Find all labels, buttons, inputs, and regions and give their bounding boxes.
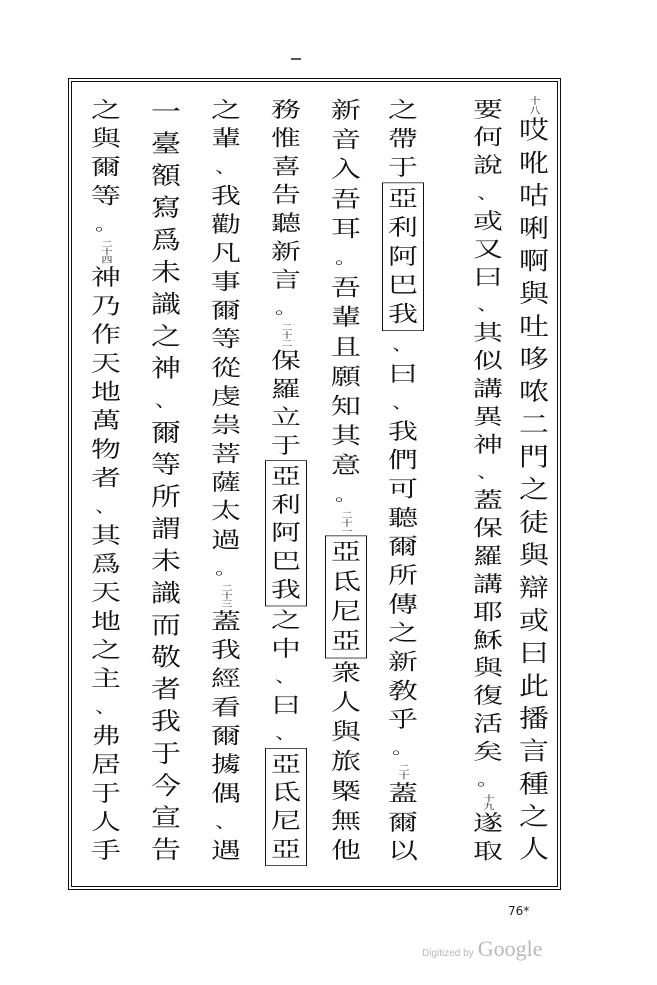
text-char: 之 — [519, 475, 549, 505]
text-char: 所 — [151, 482, 181, 512]
text-char: 之 — [388, 620, 418, 647]
watermark-prefix: Digitized by — [422, 948, 474, 959]
text-char: 吐 — [519, 312, 549, 342]
text-char: 亞 — [388, 186, 418, 213]
text-char: 今 — [151, 771, 181, 801]
text-char: 其 — [473, 320, 503, 346]
text-char: 祟 — [211, 412, 241, 439]
text-char: 阿 — [271, 520, 301, 547]
text-char: 之 — [211, 97, 241, 124]
text-char: 我 — [211, 183, 241, 210]
text-char: 旅 — [331, 748, 361, 776]
watermark-brand: Google — [477, 936, 543, 961]
punctuation-mark: 。 — [334, 486, 357, 506]
text-char: 之 — [519, 802, 549, 832]
text-char: 勸 — [211, 212, 241, 238]
text-char: 天 — [91, 351, 121, 377]
text-char: 其 — [331, 423, 361, 450]
text-char: 們 — [388, 447, 418, 474]
text-char: 于 — [388, 155, 418, 181]
text-char: 未 — [151, 547, 181, 576]
text-char: 太 — [211, 498, 241, 525]
text-char: 之 — [388, 97, 418, 124]
text-char: 似 — [473, 348, 503, 374]
text-char: 遇 — [211, 838, 241, 865]
text-char: 乃 — [91, 293, 121, 320]
text-char: 門 — [519, 442, 549, 473]
text-char: 一 — [151, 97, 181, 127]
text-char: 二 — [519, 410, 549, 440]
text-char: 務 — [271, 97, 301, 123]
text-char: 與 — [473, 655, 503, 681]
text-char: 爾 — [211, 723, 241, 750]
text-char: 曰 — [388, 361, 418, 388]
text-char: 人 — [331, 689, 361, 717]
proper-name-box — [265, 748, 307, 866]
text-char: 徒 — [519, 508, 549, 538]
text-char: 咕 — [519, 181, 549, 211]
text-char: 與 — [91, 126, 121, 152]
text-char: 亞 — [271, 463, 301, 490]
punctuation-mark: 。 — [476, 771, 499, 790]
text-char: 何 — [473, 125, 503, 151]
text-char: 保 — [271, 348, 301, 374]
text-char: 他 — [331, 837, 361, 865]
proper-name-box — [382, 182, 424, 331]
text-char: 于 — [151, 739, 181, 769]
top-rule-mark — [291, 58, 301, 60]
text-char: 我 — [271, 577, 301, 603]
text-char: 復 — [473, 683, 503, 709]
text-char: 哎 — [519, 116, 549, 146]
proper-name-box — [325, 535, 367, 658]
text-char: 我 — [151, 707, 181, 737]
text-char: 爾 — [91, 154, 121, 181]
punctuation-mark: 、 — [476, 464, 499, 482]
punctuation-mark: 、 — [154, 390, 177, 412]
text-column-2 — [468, 96, 508, 866]
text-char: 蓋 — [388, 781, 418, 807]
text-char: 于 — [271, 433, 301, 459]
text-char: 蓋 — [473, 488, 503, 514]
text-char: 薩 — [211, 470, 241, 496]
text-char: 唎 — [519, 214, 549, 244]
text-char: 識 — [151, 579, 181, 608]
text-char: 主 — [91, 666, 121, 693]
text-column-7 — [146, 96, 186, 866]
punctuation-mark: 。 — [391, 739, 414, 759]
text-char: 亞 — [331, 628, 361, 655]
text-char: 虔 — [211, 384, 241, 410]
text-char: 吪 — [519, 148, 549, 179]
text-char: 作 — [91, 322, 121, 349]
text-column-3 — [383, 96, 423, 866]
text-char: 等 — [211, 326, 241, 353]
text-char: 與 — [519, 279, 549, 309]
text-char: 啊 — [519, 246, 549, 277]
text-char: 未 — [151, 258, 181, 287]
text-char: 從 — [211, 355, 241, 382]
text-char: 謂 — [151, 514, 181, 544]
punctuation-mark: 、 — [391, 336, 414, 355]
text-char: 哆 — [519, 344, 549, 375]
text-char: 物 — [91, 437, 121, 463]
punctuation-mark: 、 — [274, 668, 297, 687]
punctuation-mark: 、 — [476, 296, 499, 315]
text-char: 耶 — [473, 600, 503, 626]
text-char: 喜 — [271, 154, 301, 180]
text-char: 宣 — [151, 803, 181, 833]
text-char: 或 — [519, 606, 549, 636]
text-char: 蓋 — [211, 609, 241, 635]
punctuation-mark: 。 — [214, 559, 237, 579]
text-char: 辯 — [519, 573, 549, 603]
text-char: 意 — [331, 452, 361, 480]
text-char: 新 — [331, 97, 361, 125]
text-char: 播 — [519, 704, 549, 734]
text-char: 之 — [91, 97, 121, 124]
text-char: 以 — [388, 838, 418, 865]
punctuation-mark: 、 — [214, 158, 237, 177]
text-char: 我 — [388, 301, 418, 328]
text-char: 音 — [331, 127, 361, 154]
text-char: 我 — [388, 418, 418, 445]
text-char: 羅 — [271, 376, 301, 403]
text-char: 地 — [91, 609, 121, 635]
text-char: 識 — [151, 290, 181, 320]
text-char: 輩 — [211, 126, 241, 152]
text-char: 帶 — [388, 126, 418, 153]
text-char: 等 — [151, 450, 181, 480]
text-char: 我 — [211, 637, 241, 664]
text-char: 爾 — [211, 298, 241, 324]
text-char: 人 — [519, 835, 549, 865]
text-char: 額 — [151, 161, 181, 191]
text-char: 萬 — [91, 408, 121, 435]
text-char: 曰 — [473, 264, 503, 291]
text-column-6 — [206, 96, 246, 866]
text-char: 言 — [271, 267, 301, 294]
text-char: 告 — [151, 835, 181, 865]
text-char: 新 — [388, 649, 418, 676]
text-char: 巴 — [271, 548, 301, 575]
punctuation-mark: 、 — [476, 184, 499, 203]
text-char: 輩 — [331, 304, 361, 332]
text-char: 曰 — [519, 639, 549, 669]
text-char: 羅 — [473, 544, 503, 570]
verse-number: 二十四 — [100, 239, 113, 264]
punctuation-mark: 、 — [94, 498, 117, 517]
text-char: 曰 — [271, 692, 301, 719]
text-char: 衆 — [331, 659, 361, 687]
punctuation-mark: 、 — [214, 813, 237, 832]
punctuation-mark: 、 — [94, 698, 117, 718]
text-char: 穌 — [473, 627, 503, 654]
verse-number: 十八 — [528, 96, 541, 115]
verse-number: 二十二 — [280, 322, 293, 347]
text-char: 哝 — [519, 377, 549, 407]
text-char: 者 — [151, 675, 181, 705]
text-char: 與 — [331, 719, 361, 746]
text-char: 經 — [211, 666, 241, 693]
text-char: 言 — [519, 737, 549, 767]
text-char: 之 — [151, 322, 181, 352]
text-char: 活 — [473, 711, 503, 737]
text-char: 爾 — [388, 809, 418, 836]
page-number: 76* — [508, 904, 530, 918]
text-char: 之 — [271, 607, 301, 634]
text-char: 取 — [473, 839, 503, 865]
text-char: 聽 — [388, 505, 418, 532]
punctuation-mark: 。 — [274, 299, 297, 318]
punctuation-mark: 。 — [334, 249, 357, 269]
text-column-1 — [514, 96, 554, 866]
text-char: 氐 — [331, 568, 361, 596]
text-char: 無 — [331, 807, 361, 835]
text-char: 地 — [91, 379, 121, 406]
text-char: 天 — [91, 580, 121, 607]
digitized-watermark — [422, 936, 542, 962]
text-char: 尼 — [331, 598, 361, 626]
text-char: 過 — [211, 527, 241, 554]
text-char: 亞 — [271, 751, 301, 778]
text-char: 等 — [91, 183, 121, 210]
text-column-8 — [86, 96, 126, 866]
text-char: 爲 — [91, 551, 121, 578]
text-char: 惟 — [271, 125, 301, 152]
text-char: 所 — [388, 563, 418, 589]
text-char: 菩 — [211, 441, 241, 468]
text-char: 阿 — [388, 243, 418, 270]
text-char: 人 — [91, 809, 121, 836]
proper-name-box — [265, 460, 307, 606]
text-char: 傳 — [388, 591, 418, 618]
text-char: 利 — [388, 214, 418, 241]
text-char: 氐 — [271, 780, 301, 806]
text-char: 要 — [473, 97, 503, 123]
text-char: 而 — [151, 611, 181, 641]
text-char: 吾 — [331, 186, 361, 213]
text-char: 亞 — [271, 836, 301, 863]
text-char: 聽 — [271, 210, 301, 237]
text-column-5 — [266, 96, 306, 866]
text-char: 居 — [91, 752, 121, 779]
text-char: 告 — [271, 182, 301, 208]
text-char: 神 — [91, 265, 121, 291]
text-char: 異 — [473, 404, 503, 430]
text-char: 事 — [211, 269, 241, 296]
verse-number: 十九 — [482, 794, 495, 810]
text-char: 亞 — [331, 539, 361, 566]
text-char: 此 — [519, 671, 549, 702]
text-char: 于 — [91, 781, 121, 807]
punctuation-mark: 。 — [94, 215, 117, 235]
text-char: 爾 — [151, 418, 181, 448]
text-char: 凡 — [211, 240, 241, 267]
text-char: 種 — [519, 769, 549, 800]
text-column-4 — [326, 96, 366, 866]
text-char: 新 — [271, 239, 301, 265]
text-char: 中 — [271, 636, 301, 662]
text-char: 偶 — [211, 781, 241, 807]
text-char: 敬 — [151, 643, 181, 673]
text-char: 其 — [91, 523, 121, 549]
text-char: 爲 — [151, 226, 181, 255]
text-char: 又 — [473, 237, 503, 263]
verse-number: 二十 — [397, 763, 410, 780]
text-char: 入 — [331, 156, 361, 184]
text-char: 講 — [473, 572, 503, 598]
text-char: 立 — [271, 404, 301, 431]
text-char: 巴 — [388, 272, 418, 299]
text-char: 利 — [271, 492, 301, 518]
text-char: 遂 — [473, 811, 503, 837]
text-char: 神 — [473, 432, 503, 458]
text-char: 之 — [91, 637, 121, 664]
text-char: 與 — [519, 540, 549, 571]
text-char: 願 — [331, 363, 361, 391]
text-char: 或 — [473, 209, 503, 235]
text-char: 敎 — [388, 678, 418, 705]
text-char: 臺 — [151, 129, 181, 159]
punctuation-mark: 、 — [274, 724, 297, 744]
text-char: 且 — [331, 334, 361, 361]
text-char: 看 — [211, 695, 241, 721]
text-char: 尼 — [271, 808, 301, 834]
verse-number: 二十一 — [340, 510, 353, 536]
text-char: 寫 — [151, 193, 181, 223]
text-char: 乎 — [388, 707, 418, 734]
text-char: 者 — [91, 465, 121, 492]
text-char: 可 — [388, 476, 418, 503]
text-char: 㩀 — [211, 752, 241, 779]
text-char: 槩 — [331, 778, 361, 805]
text-char: 手 — [91, 838, 121, 865]
text-char: 爾 — [388, 534, 418, 561]
text-char: 吾 — [331, 275, 361, 302]
punctuation-mark: 、 — [391, 393, 414, 413]
text-char: 弗 — [91, 723, 121, 750]
text-char: 保 — [473, 516, 503, 542]
text-char: 神 — [151, 354, 181, 384]
text-char: 知 — [331, 393, 361, 421]
text-char: 說 — [473, 153, 503, 179]
verse-number: 二十三 — [220, 583, 233, 608]
text-char: 講 — [473, 376, 503, 402]
text-char: 耳 — [331, 215, 361, 243]
text-char: 矣 — [473, 739, 503, 765]
